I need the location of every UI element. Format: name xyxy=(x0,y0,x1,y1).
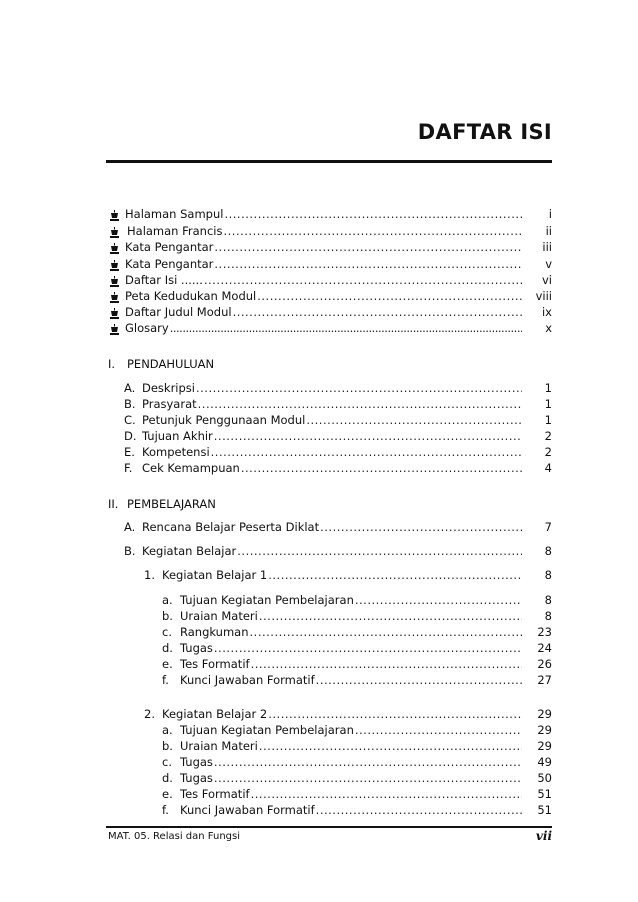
toc-entry[interactable] xyxy=(162,640,522,656)
item-marker: f. xyxy=(162,673,169,687)
toc-entry-label: Tugas xyxy=(180,641,213,655)
toc-entry[interactable] xyxy=(125,206,522,222)
leader-dots xyxy=(223,223,522,239)
leader-dots xyxy=(211,444,522,460)
toc-entry-label: Kegiatan Belajar 2 xyxy=(162,707,268,721)
leader-dots xyxy=(316,672,522,688)
item-marker: c. xyxy=(162,625,172,639)
toc-entry[interactable] xyxy=(125,272,522,288)
section-title: PEMBELAJARAN xyxy=(127,497,216,511)
toc-entry[interactable] xyxy=(162,722,522,738)
item-marker: F. xyxy=(124,461,133,475)
leader-dots xyxy=(316,802,522,818)
toc-entry-label: Cek Kemampuan xyxy=(142,461,240,475)
toc-entry[interactable] xyxy=(162,624,522,640)
toc-entry-label: Halaman Sampul xyxy=(125,207,224,221)
leader-dots xyxy=(241,460,522,476)
toc-entry-page: 1 xyxy=(544,381,552,395)
toc-entry-page: vi xyxy=(541,273,552,287)
toc-entry-page: 29 xyxy=(537,739,552,753)
toc-entry-page: 49 xyxy=(537,755,552,769)
toc-entry-label: Kata Pengantar xyxy=(125,240,214,254)
toc-entry[interactable] xyxy=(162,608,522,624)
toc-entry-label: Kompetensi xyxy=(142,445,210,459)
toc-entry-page: v xyxy=(545,257,552,271)
toc-entry-page: 2 xyxy=(544,429,552,443)
leader-dots xyxy=(214,428,522,444)
leader-dots xyxy=(355,592,522,608)
item-marker: b. xyxy=(162,609,173,623)
item-marker: E. xyxy=(124,445,135,459)
item-marker: A. xyxy=(124,381,136,395)
toc-entry[interactable] xyxy=(162,770,522,786)
item-marker: e. xyxy=(162,657,173,671)
toc-entry-label: Daftar Judul Modul xyxy=(125,305,232,319)
toc-entry-label: Tujuan Akhir xyxy=(142,429,213,443)
item-marker: B. xyxy=(124,397,136,411)
section-marker: I. xyxy=(108,357,116,371)
leader-dots xyxy=(306,412,522,428)
toc-entry[interactable] xyxy=(162,656,522,672)
item-marker: D. xyxy=(124,429,137,443)
toc-entry-page: i xyxy=(548,207,552,221)
toc-entry-page: 29 xyxy=(537,707,552,721)
leader-dots xyxy=(214,640,522,656)
toc-entry-label: Tes Formatif xyxy=(180,657,250,671)
toc-entry-label: Tes Formatif xyxy=(180,787,250,801)
cup-bullet-icon xyxy=(108,226,121,239)
toc-entry[interactable] xyxy=(162,738,522,754)
item-marker: a. xyxy=(162,593,173,607)
item-marker: A. xyxy=(124,520,136,534)
leader-dots xyxy=(250,624,522,640)
leader-dots xyxy=(224,206,522,222)
toc-entry-kegiatan-1[interactable] xyxy=(144,567,522,583)
toc-entry-page: 8 xyxy=(544,593,552,607)
toc-entry[interactable] xyxy=(162,672,522,688)
footer-rule xyxy=(106,826,552,828)
cup-bullet-icon xyxy=(108,323,121,336)
toc-entry-page: 8 xyxy=(544,568,552,582)
toc-entry[interactable] xyxy=(162,786,522,802)
leader-dots xyxy=(214,770,522,786)
top-rule xyxy=(106,160,552,163)
toc-entry[interactable] xyxy=(124,460,522,476)
toc-entry-label: Tugas xyxy=(180,755,213,769)
section-heading-pembelajaran[interactable] xyxy=(108,496,216,512)
cup-bullet-icon xyxy=(108,307,121,320)
leader-dots xyxy=(214,754,522,770)
toc-entry-label: Kegiatan Belajar xyxy=(142,544,237,558)
toc-entry-page: ii xyxy=(545,224,552,238)
toc-entry-page: 50 xyxy=(537,771,552,785)
leader-dots xyxy=(259,608,522,624)
toc-entry-label: Tugas xyxy=(180,771,213,785)
toc-entry-page: 1 xyxy=(544,413,552,427)
leader-dots xyxy=(268,706,522,722)
cup-bullet-icon xyxy=(108,291,121,304)
toc-entry-label: Petunjuk Penggunaan Modul xyxy=(142,413,306,427)
toc-entry[interactable] xyxy=(127,223,522,239)
footer-page-number: vii xyxy=(535,829,552,843)
toc-entry-page: 4 xyxy=(544,461,552,475)
toc-entry[interactable] xyxy=(124,428,522,444)
item-marker: b. xyxy=(162,739,173,753)
item-marker: e. xyxy=(162,787,173,801)
toc-entry-label: Glosary xyxy=(125,321,169,335)
toc-entry[interactable] xyxy=(124,519,522,535)
toc-entry-label: Kata Pengantar xyxy=(125,257,214,271)
item-marker: c. xyxy=(162,755,172,769)
cup-bullet-icon xyxy=(108,259,121,272)
item-marker: f. xyxy=(162,803,169,817)
toc-entry-label: Daftar Isi ...... xyxy=(125,273,203,287)
toc-entry-page: 7 xyxy=(544,520,552,534)
toc-entry-label: Rencana Belajar Peserta Diklat xyxy=(142,520,320,534)
leader-dots xyxy=(268,567,522,583)
section-marker: II. xyxy=(108,497,119,511)
item-marker: 2. xyxy=(144,707,155,721)
toc-entry-page: 23 xyxy=(537,625,552,639)
toc-entry-label: Peta Kedudukan Modul xyxy=(125,289,257,303)
toc-entry-page: iii xyxy=(542,240,552,254)
cup-bullet-icon xyxy=(108,209,121,222)
leader-dots xyxy=(214,256,522,272)
item-marker: d. xyxy=(162,771,173,785)
toc-entry-page: 1 xyxy=(544,397,552,411)
toc-entry-label: Tujuan Kegiatan Pembelajaran xyxy=(180,593,354,607)
toc-entry-label: Halaman Francis xyxy=(127,224,223,238)
toc-entry-label: Uraian Materi xyxy=(180,609,258,623)
toc-entry-page: 8 xyxy=(544,609,552,623)
toc-entry[interactable] xyxy=(124,543,522,559)
leader-dots xyxy=(237,543,522,559)
toc-entry[interactable] xyxy=(125,288,522,304)
leader-dots xyxy=(259,738,522,754)
toc-entry-page: ix xyxy=(541,305,552,319)
leader-dots xyxy=(251,656,522,672)
toc-entry-page: viii xyxy=(535,289,552,303)
leader-dots xyxy=(196,380,522,396)
leader-dots xyxy=(251,786,522,802)
section-heading-pendahuluan[interactable] xyxy=(108,356,214,372)
toc-entry-page: 51 xyxy=(537,803,552,817)
item-marker: C. xyxy=(124,413,136,427)
toc-entry-label: Deskripsi xyxy=(142,381,195,395)
toc-entry[interactable] xyxy=(125,320,522,336)
toc-entry-label: Kunci Jawaban Formatif xyxy=(180,673,315,687)
toc-entry[interactable] xyxy=(124,412,522,428)
leader-dots xyxy=(257,288,522,304)
footer-module-title: MAT. 05. Relasi dan Fungsi xyxy=(108,831,240,842)
item-marker: d. xyxy=(162,641,173,655)
toc-entry[interactable] xyxy=(124,396,522,412)
cup-bullet-icon xyxy=(108,275,121,288)
toc-entry[interactable] xyxy=(124,380,522,396)
toc-entry-label: Tujuan Kegiatan Pembelajaran xyxy=(180,723,354,737)
toc-entry[interactable] xyxy=(125,256,522,272)
toc-entry-page: 8 xyxy=(544,544,552,558)
toc-entry[interactable] xyxy=(162,592,522,608)
toc-entry[interactable] xyxy=(124,444,522,460)
toc-entry[interactable] xyxy=(125,239,522,255)
leader-dots xyxy=(170,320,522,336)
item-marker: a. xyxy=(162,723,173,737)
toc-entry-page: 29 xyxy=(537,723,552,737)
toc-entry-page: x xyxy=(545,321,552,335)
toc-entry-kegiatan-2[interactable] xyxy=(144,706,522,722)
cup-bullet-icon xyxy=(108,242,121,255)
toc-entry-label: Kunci Jawaban Formatif xyxy=(180,803,315,817)
page-title: DAFTAR ISI xyxy=(417,120,552,144)
toc-entry-label: Rangkuman xyxy=(180,625,249,639)
toc-entry-page: 2 xyxy=(544,445,552,459)
toc-entry[interactable] xyxy=(162,754,522,770)
leader-dots xyxy=(233,304,522,320)
leader-dots xyxy=(355,722,522,738)
toc-entry-page: 24 xyxy=(537,641,552,655)
item-marker: 1. xyxy=(144,568,155,582)
leader-dots xyxy=(198,396,522,412)
toc-entry-page: 51 xyxy=(537,787,552,801)
toc-entry-label: Uraian Materi xyxy=(180,739,258,753)
leader-dots xyxy=(214,239,522,255)
toc-entry[interactable] xyxy=(162,802,522,818)
toc-entry-label: Kegiatan Belajar 1 xyxy=(162,568,268,582)
toc-entry-page: 27 xyxy=(537,673,552,687)
toc-entry-page: 26 xyxy=(537,657,552,671)
item-marker: B. xyxy=(124,544,136,558)
leader-dots xyxy=(320,519,522,535)
section-title: PENDAHULUAN xyxy=(127,357,215,371)
toc-entry[interactable] xyxy=(125,304,522,320)
leader-dots xyxy=(204,272,522,288)
toc-entry-label: Prasyarat xyxy=(142,397,197,411)
